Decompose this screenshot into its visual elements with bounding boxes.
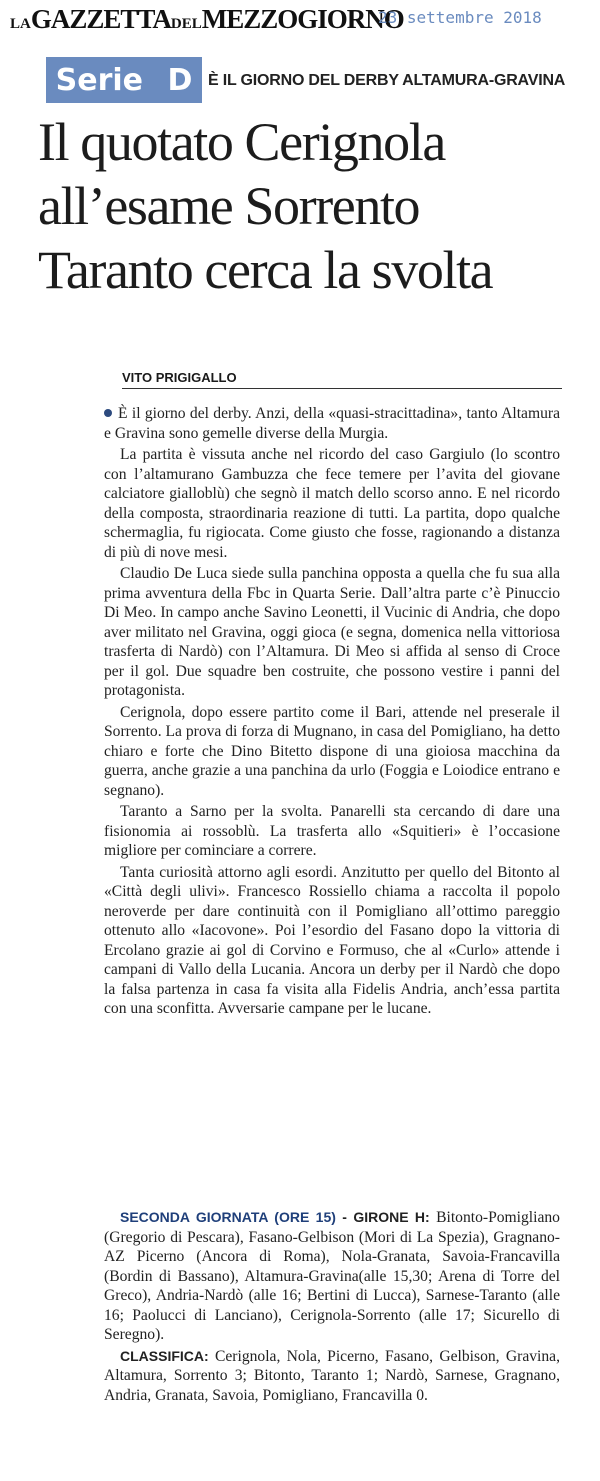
paragraph-1-text: È il giorno del derby. Anzi, della «quasi-stracittadina», tanto Altamura e Gravina sono gemelle diverse della Murgia. [104, 405, 560, 442]
masthead-la: LA [10, 16, 31, 32]
publication-date: 23 settembre 2018 [378, 8, 542, 27]
fixtures-label: SECONDA GIORNATA (ORE 15) [120, 1209, 336, 1225]
paragraph-6: Tanta curiosità attorno agli esordi. Anzitutto per quello del Bitonto al «Città degli ulivi». Francesco Rossiello chiama a raccolta il popolo neroverde per dare continuità con il Pomigliano all’ottimo pareggio ottenuto allo «Iacovone». Poi l’esordio del Fasano dopo la vittoria di Ercolano grazie ai gol di Corvino e Formuso, che al «Curlo» attende i campani di Vallo della Lucania. Ancora un derby per il Nardò che dopo la falsa partenza in casa fa visita alla Fidelis Andria, anch’essa partita con una sconfitta. Avversarie campane per le lucane. [104, 863, 560, 1017]
standings-text: Cerignola, Nola, Picerno, Fasano, Gelbison, Gravina, Altamura, Sorrento 3; Bitonto, Taranto 1; Nardò, Sarnese, Gragnano, Andria, Granata, Savoia, Pomigliano, Francavilla 0. [104, 1347, 560, 1404]
paragraph-3: Claudio De Luca siede sulla panchina opposta a quella che fu sua alla prima avventura della Fbc in Quarta Serie. Dall’altra parte c’è Pinuccio Di Meo. In campo anche Savino Leonetti, il Vucinic di Andria, che dopo aver militato nel Gravina, oggi gioca (e segna, domenica nella vittoriosa trasferta di Nardò) con l’Altamura. Di Meo si affida al senso di Croce per il gol. Due squadre ben costruite, che possono vestire i panni del protagonista. [104, 565, 560, 699]
girone-label: - GIRONE H: [342, 1209, 430, 1225]
byline: VITO PRIGIGALLO [122, 370, 562, 389]
headline-line-3: Taranto cerca la svolta [38, 240, 493, 300]
paragraph-4: Cerignola, dopo essere partito come il Bari, attende nel preserale il Sorrento. La prova di forza di Mugnano, in casa del Pomigliano, ha detto chiaro e forte che Dino Bitetto dispone di una gioiosa macchina da guerra, anche grazie a una panchina da urlo (Foggia e Loiodice entrano e segnano). [104, 703, 561, 799]
fixtures-text: Bitonto-Pomigliano (Gregorio di Pescara), Fasano-Gelbison (Mori di La Spezia), Gragnano-AZ Picerno (Ancora di Roma), Nola-Granata, Savoia-Francavilla (Bordin di Bassano), Altamura-Gravina(alle 15,30; Arena di Torre del Greco), Andria-Nardò (alle 16; Bertini di Lucca), Sarnese-Taranto (alle 16; Paolucci di Lanciano), Cerignola-Sorrento (alle 17; Sicurello di Seregno). [104, 1209, 560, 1343]
article-body [104, 404, 560, 1021]
masthead-mezzogiorno: MEZZOGIORNO [201, 4, 404, 34]
bullet-icon [104, 409, 112, 417]
fixtures-section [104, 1208, 560, 1407]
fixtures-paragraph [104, 1208, 560, 1345]
headline [38, 110, 578, 302]
masthead-gazzetta: GAZZETTA [30, 4, 171, 34]
paragraph-1 [104, 404, 560, 443]
kicker: È IL GIORNO DEL DERBY ALTAMURA-GRAVINA [208, 72, 566, 89]
section-badge: Serie D [46, 57, 202, 103]
standings-paragraph [104, 1347, 560, 1406]
masthead-del: DEL [170, 16, 202, 32]
paragraph-5: Taranto a Sarno per la svolta. Panarelli sta cercando di dare una fisionomia ai rossoblù. La trasferta allo «Squitieri» è l’occasione migliore per cominciare a correre. [104, 803, 560, 859]
standings-label: CLASSIFICA: [120, 1347, 209, 1364]
paragraph-2: La partita è vissuta anche nel ricordo del caso Gargiulo (lo scontro con l’altamurano Gambuzza che fece temere per l’avita del giovane calciatore gialloblù) che segnò il match dello scorso anno. E nel ricordo della composta, straordinaria reazione di tutti. La partita, dopo qualche schermaglia, fu rigiocata. Come giusto che fosse, ragionando a distanza di più di nove mesi. [104, 446, 560, 561]
headline-line-1: Il quotato Cerignola [38, 112, 445, 172]
headline-line-2: all’esame Sorrento [38, 176, 420, 236]
newspaper-masthead [10, 4, 404, 35]
